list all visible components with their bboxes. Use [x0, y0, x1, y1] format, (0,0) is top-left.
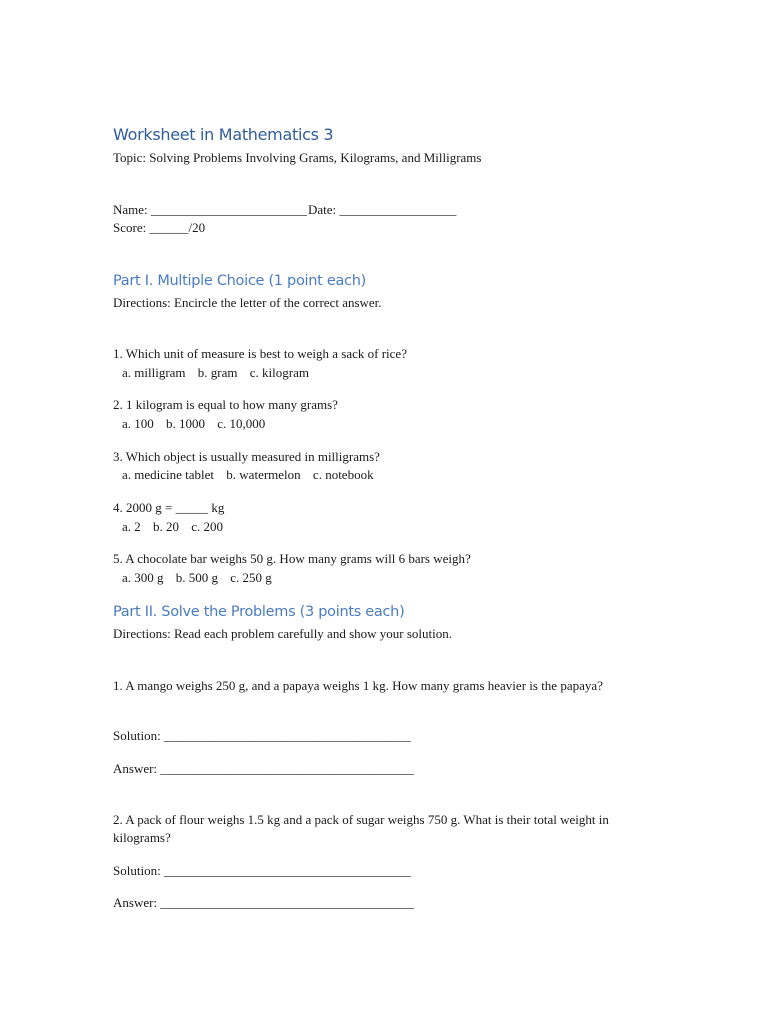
- mc-option: a. milligram: [122, 365, 186, 380]
- problem-2-text: 2. A pack of flour weighs 1.5 kg and a pack of sugar weighs 750 g. What is their total weight in kilograms?: [113, 812, 609, 845]
- mc-options-4: [122, 518, 223, 536]
- mc-question-2: 2. 1 kilogram is equal to how many grams?: [113, 397, 338, 412]
- mc-option: b. 500 g: [175, 570, 219, 585]
- part2-directions: Directions: Read each problem carefully and show your solution.: [113, 626, 452, 641]
- worksheet-title: Worksheet in Mathematics 3: [113, 125, 334, 144]
- mc-options-5: [122, 569, 272, 587]
- mc-option: b. 20: [153, 519, 180, 534]
- mc-question-3: 3. Which object is usually measured in milligrams?: [113, 449, 380, 464]
- mc-option: c. 10,000: [217, 416, 266, 431]
- mc-question-1: 1. Which unit of measure is best to weigh a sack of rice?: [113, 346, 407, 361]
- topic-line: Topic: Solving Problems Involving Grams, Kilograms, and Milligrams: [113, 150, 482, 165]
- score-field: Score: ______/20: [113, 220, 206, 235]
- part2-heading: Part II. Solve the Problems (3 points each): [113, 604, 405, 620]
- problem-1-answer: Answer: _______________________________________: [113, 761, 414, 776]
- mc-option: a. medicine tablet: [122, 467, 215, 482]
- problem-1-text: 1. A mango weighs 250 g, and a papaya weighs 1 kg. How many grams heavier is the papaya?: [113, 678, 603, 693]
- mc-option: c. notebook: [312, 467, 374, 482]
- mc-options-1: [122, 364, 309, 382]
- mc-option: c. 200: [191, 519, 224, 534]
- mc-options-2: [122, 415, 265, 433]
- mc-option: b. gram: [197, 365, 238, 380]
- name-field: Name: ________________________: [113, 202, 307, 217]
- part1-heading: Part I. Multiple Choice (1 point each): [113, 273, 366, 289]
- mc-question-5: 5. A chocolate bar weighs 50 g. How many grams will 6 bars weigh?: [113, 551, 471, 566]
- problem-2-answer: Answer: _______________________________________: [113, 895, 414, 910]
- mc-option: a. 300 g: [122, 570, 164, 585]
- mc-option: c. kilogram: [249, 365, 309, 380]
- mc-option: c. 250 g: [230, 570, 272, 585]
- mc-option: a. 2: [122, 519, 141, 534]
- mc-option: b. watermelon: [226, 467, 301, 482]
- mc-option: b. 1000: [166, 416, 206, 431]
- date-field: Date: __________________: [308, 202, 457, 217]
- problem-1-solution: Solution: ______________________________________: [113, 728, 411, 743]
- mc-question-4: 4. 2000 g = _____ kg: [113, 500, 225, 515]
- mc-options-3: [122, 466, 374, 484]
- part1-directions: Directions: Encircle the letter of the correct answer.: [113, 295, 382, 310]
- mc-option: a. 100: [122, 416, 154, 431]
- problem-2-solution: Solution: ______________________________________: [113, 863, 411, 878]
